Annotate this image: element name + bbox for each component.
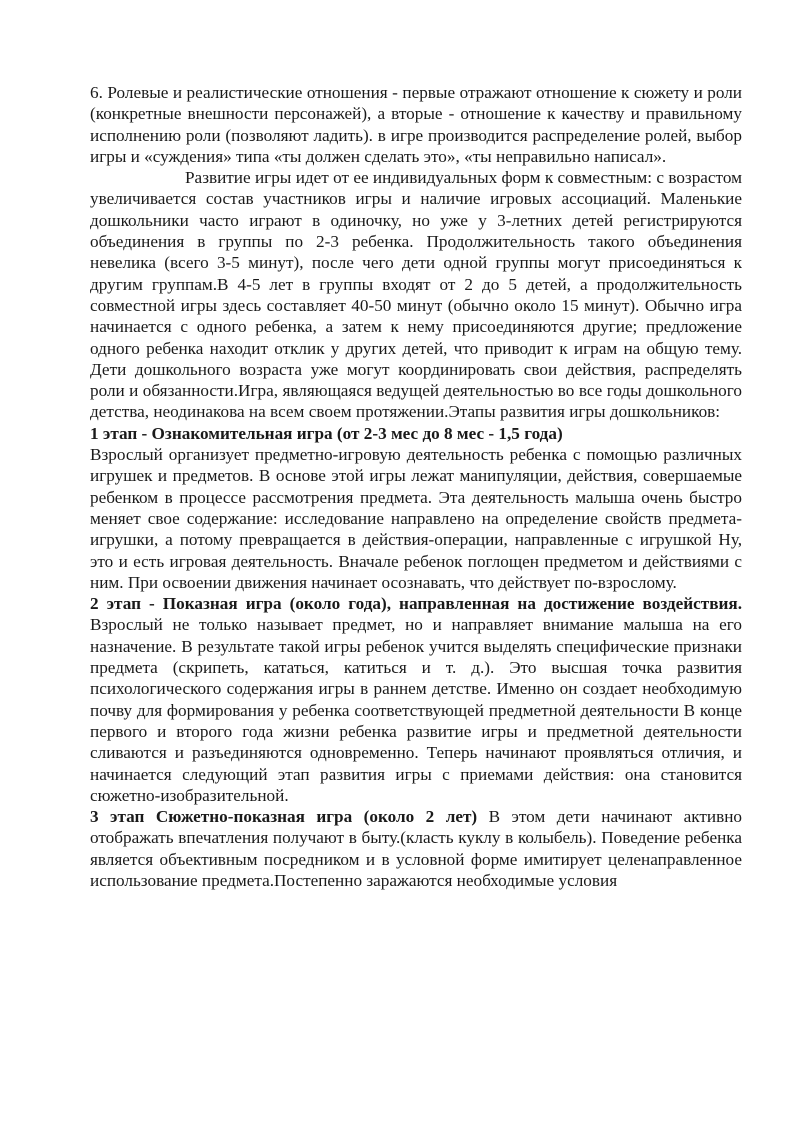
paragraph-role-relations: 6. Ролевые и реалистические отношения - первые отражают отношение к сюжету и роли (конкретные внешности персонажей), а вторые - отношение к качеству и правильному исполнению роли (позволяют ладить). в игре производится распределение ролей, выбор игры и «суждения» типа «ты должен сделать это», «ты неправильно написал».	[90, 83, 742, 166]
stage3-text: В этом дети начинают активно отображать впечатления получают в быту.(класть куклу в колыбель). Поведение ребенка является объективным посредником и в условной форме имитирует целенаправленное использование предмета.Постепенно заражаются необходимые условия	[90, 807, 743, 890]
stage2-text: Взрослый не только называет предмет, но и направляет внимание малыша на его назначение. В результате такой игры ребенок учится выделять специфические признаки предмета (скрипеть, кататься, катиться и т. д.). Это высшая точка развития психологического содержания игры в раннем детстве. Именно он создает необходимую почву для формирования у ребенка соответствующей предметной деятельности В конце первого и второго года жизни ребенка развитие игры и предметной деятельности сливаются и разъединяются одновременно. Теперь начинают проявляться отличия, и начинается следующий этап развития игры с приемами действия: она становится сюжетно-изобразительной.	[90, 615, 742, 805]
stage1-text: Взрослый организует предметно-игровую деятельность ребенка с помощью различных игрушек и предметов. В основе этой игры лежат манипуляции, действия, совершаемые ребенком в процессе рассмотрения предмета. Эта деятельность малыша очень быстро меняет свое содержание: исследование направлено на определение свойств предмета-игрушки, а потому превращается в действия-операции, направленные с игрушкой Ну, это и есть игровая деятельность. Вначале ребенок поглощен предметом и действиями с ним. При освоении движения начинает осознавать, что действует по-взрослому.	[90, 445, 742, 592]
stage3-paragraph	[90, 806, 742, 891]
paragraph-game-development: Развитие игры идет от ее индивидуальных форм к совместным: с возрастом увеличивается состав участников игры и наличие игровых ассоциаций. Маленькие дошкольники часто играют в одиночку, но уже у 3-летних детей регистрируются объединения в группы по 2-3 ребенка. Продолжительность такого объединения невелика (всего 3-5 минут), после чего дети одной группы могут присоединяться к другим группам.В 4-5 лет в группы входят от 2 до 5 детей, а продолжительность совместной игры здесь составляет 40-50 минут (обычно около 15 минут). Обычно игра начинается с одного ребенка, а затем к нему присоединяются другие; предложение одного ребенка находит отклик у других детей, что приводит к играм на общую тему. Дети дошкольного возраста уже могут координировать свои действия, распределять роли и обязанности.Игра, являющаяся ведущей деятельностью во все годы дошкольного детства, неодинакова на всем своем протяжении.Этапы развития игры дошкольников:	[90, 168, 742, 422]
stage1-heading: 1 этап - Ознакомительная игра (от 2-3 мес до 8 мес - 1,5 года)	[90, 423, 563, 443]
stage3-heading: 3 этап Сюжетно-показная игра (около 2 лет)	[90, 807, 478, 827]
document-page	[90, 82, 742, 891]
stage2-paragraph	[90, 593, 742, 806]
stage2-heading: 2 этап - Показная игра (около года), направленная на достижение воздействия.	[90, 594, 742, 614]
